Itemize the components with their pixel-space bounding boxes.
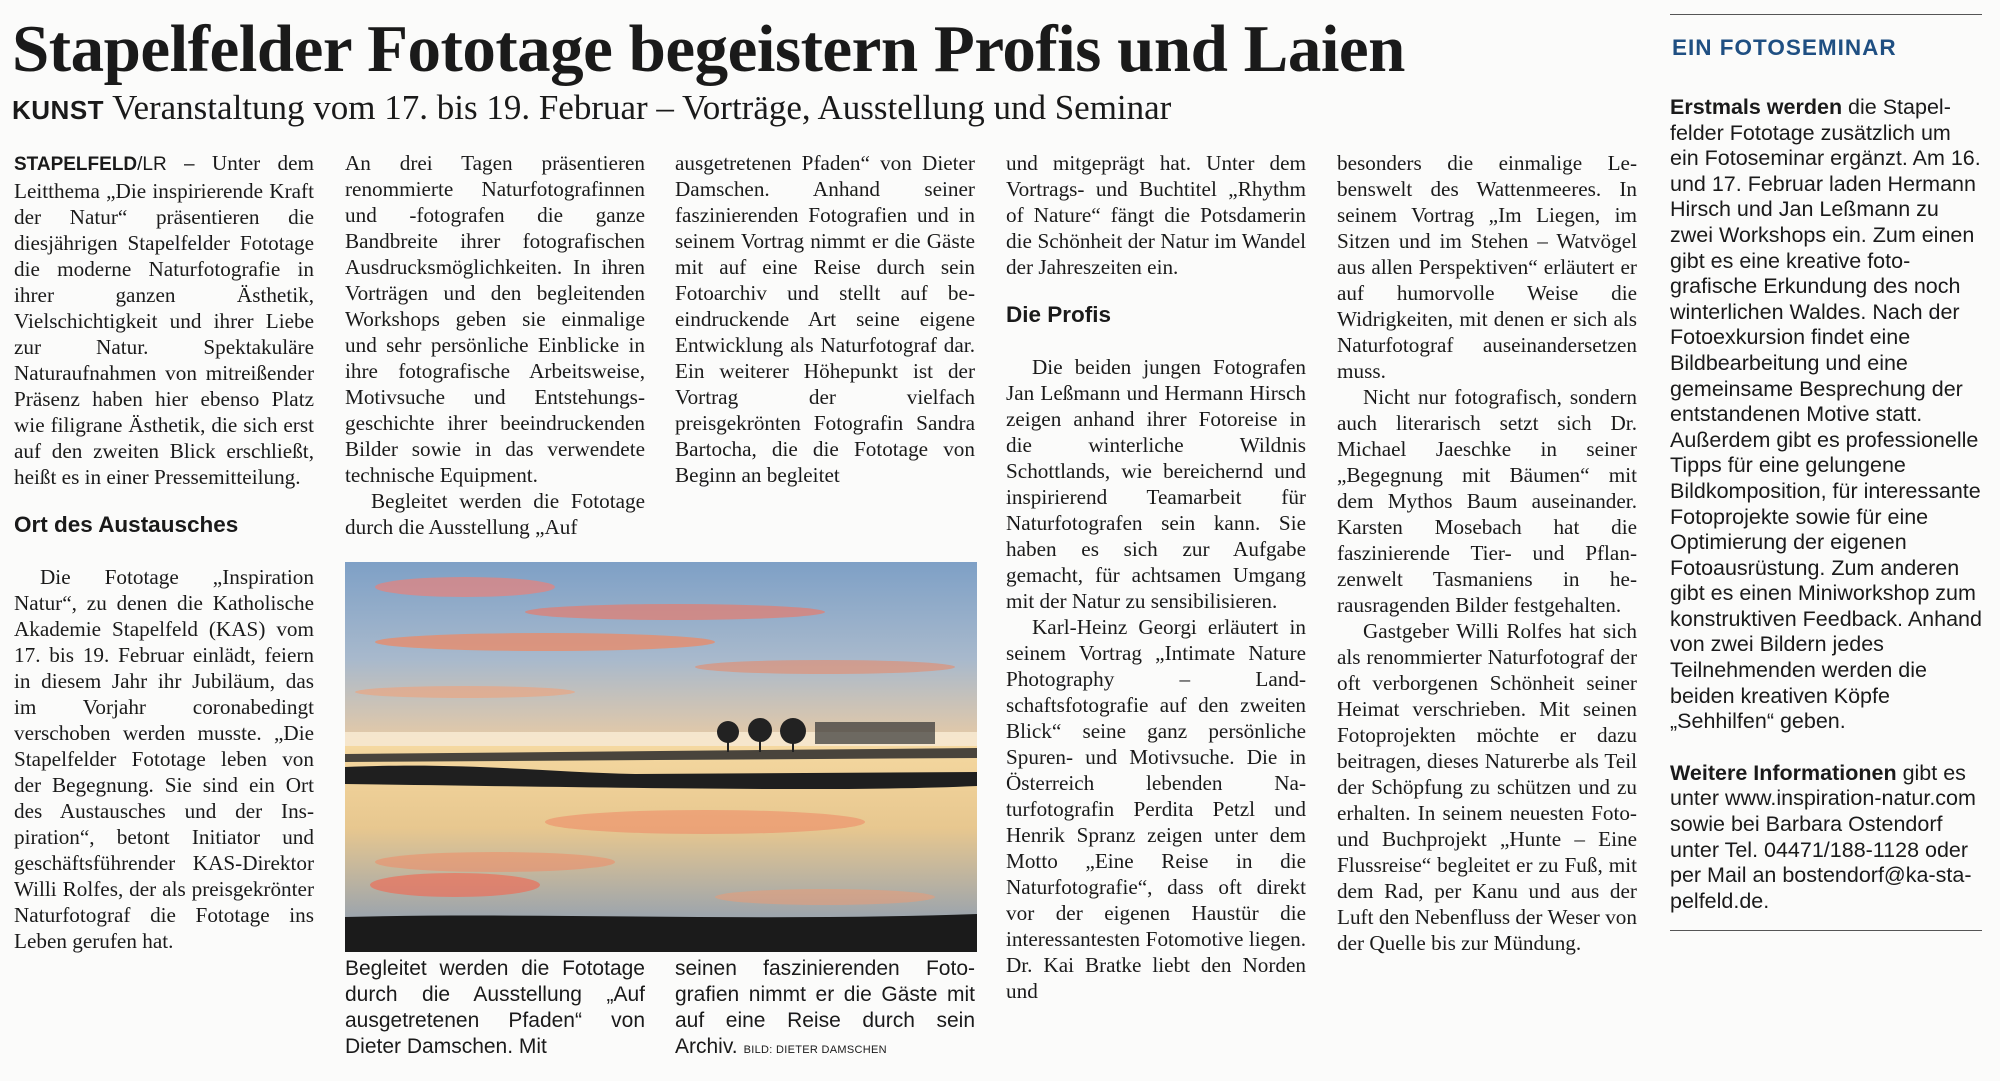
article-column-1 [14, 150, 314, 954]
paragraph: Karl-Heinz Georgi erläutert in seinem Vortrag „Intimate Nature Photography – Landschaftsfotografie auf den zweiten Blick“ seine ganz persönliche Spuren- und Motivsuche. Die in Österreich lebenden Naturfotografin Perdita Petzl und Henrik Spranz zeigen unter dem Motto „Eine Reise in die Naturfotografie“, dass oft direkt vor der eigenen Haustür die interessantesten Fotomotive liegen. Dr. Kai Bratke liebt den Norden und [1006, 615, 1306, 1003]
caption-text-body: seinen faszinierenden Fotografien nimmt er die Gäste mit auf eine Reise durch sein Archiv. [675, 957, 975, 1058]
headline: Stapelfelder Fototage begeistern Profis und Laien [12, 12, 1405, 86]
caption-text: Begleitet werden die Fototage durch die Ausstellung „Auf ausgetretenen Pfaden“ von Dieter Damschen. Mit [345, 957, 645, 1058]
subheading-ort-des-austausches: Ort des Austausches [14, 512, 239, 537]
paragraph: besonders die einmalige Lebenswelt des Wattenmeeres. In seinem Vortrag „Im Liegen, im Sitzen und im Stehen – Watvögel aus allen Perspektiven“ erläutert er auf humorvolle Weise die Widrigkeiten, mit denen er sich als Naturfotograf auseinandersetzen muss. [1337, 151, 1637, 383]
sidebar-paragraph [1670, 761, 1982, 915]
paragraph-text: Unter dem Leitthema „Die inspirierende Kraft der Natur“ präsentieren die diesjährigen Stapelfelder Fototage die moderne Naturfotografie in ihrer ganzen Ästhetik, Vielschichtigkeit und ihrer Liebe zur Natur. Spektakuläre Naturaufnahmen von mitreißender Präsenz haben hier ebenso Platz wie filigrane Ästhetik, die sich erst auf den zweiten Blick erschließt, heißt es in einer Pressemitteilung. [14, 151, 314, 489]
paragraph: An drei Tagen präsentieren renommierte Naturfotografinnen und -fotografen die ganze Bandbreite ihrer fotografischen Ausdrucksmöglichkeiten. In ihren Vorträgen und den begleitenden Workshops geben sie einmalige und sehr persönliche Einblicke in ihre fotografische Arbeitsweise, Motivsuche und Entstehungsgeschichte ihrer beeindruckenden Bilder sowie in das verwendete technische Equipment. [345, 151, 645, 487]
photo-caption-part-1 [345, 956, 645, 1060]
subheadline [12, 88, 1652, 128]
sidebar-lead: Erstmals werden [1670, 95, 1843, 119]
sidebar-title: EIN FOTOSEMINAR [1672, 35, 1897, 60]
sidebar-lead: Weitere Informationen [1670, 760, 1897, 785]
paragraph: und mitgeprägt hat. Unter dem Vortrags- und Buchtitel „Rhythm of Nature“ fängt die Potsdamerin die Schönheit der Natur im Wandel der Jahreszeiten ein. [1006, 151, 1306, 279]
sidebar-bottom-rule [1670, 930, 1982, 931]
sidebar-body [1670, 95, 1982, 914]
paragraph: Nicht nur fotografisch, sondern auch literarisch setzt sich Dr. Michael Jaeschke in seiner „Begegnung mit Bäumen“ mit dem Mythos Baum auseinander. Karsten Mosebach hat die faszinierende Tier- und Pflanzenwelt Tasmaniens in herausragenden Bilder festgehalten. [1337, 385, 1637, 617]
paragraph: Begleitet werden die Fototage durch die Ausstellung „Auf [345, 489, 645, 539]
sidebar-paragraph [1670, 95, 1982, 735]
topic-kicker: KUNST [12, 95, 105, 125]
paragraph: Die beiden jungen Fotografen Jan Leßmann und Hermann Hirsch zeigen anhand ihrer Fotoreise in die winterliche Wildnis Schottlands, wie bereichernd und inspirierend Teamarbeit für Naturfotografen sein kann. Sie haben es sich zur Aufgabe gemacht, für achtsamen Umgang mit der Natur zu sensibilisieren. [1006, 355, 1306, 613]
caption-text [675, 956, 975, 1063]
paragraph [14, 150, 314, 490]
landscape-photo [345, 562, 977, 952]
paragraph-continued: ausgetretenen Pfaden“ von Dieter Damschen. Anhand seiner faszinierenden Fotografien und in seinem Vortrag nimmt er die Gäste mit auf eine Reise durch sein Fotoarchiv und stellt auf beeindruckende Art seine eigene Entwicklung als Naturfotograf dar. Ein weiterer Höhepunkt ist der Vortrag der vielfach preisgekrönten Fotografin Sandra Bartocha, die die Fototage von Beginn an begleitet [675, 151, 975, 487]
dateline: STAPELFELD [14, 154, 138, 175]
article-column-4 [1006, 150, 1306, 1004]
subheading-die-profis: Die Profis [1006, 302, 1112, 327]
article-column-5 [1337, 150, 1637, 956]
sidebar-box [1670, 14, 1982, 931]
sidebar-text: gibt es unter www.inspiration-natur.com sowie bei Barbara Ostendorf unter Tel. 04471/188-1128 oder per Mail an bostendorf@ka-stapelfeld.de. [1670, 760, 1976, 913]
photo-caption-part-2 [675, 956, 975, 1063]
article-column-3 [675, 150, 975, 488]
paragraph: Die Fototage „Inspiration Natur“, zu denen die Katholische Akademie Stapelfeld (KAS) vom 17. bis 19. Februar einlädt, feiern in diesem Jahr ihr Jubiläum, das im Vorjahr coronabedingt verschoben werden musste. „Die Stapelfelder Fototage leben von der Begegnung. Sie sind ein Ort des Austausches und der Inspiration“, betont Initiator und geschäftsführender KAS-Direktor Willi Rolfes, der als preisgekrönter Naturfotograf die Fototage ins Leben gerufen hat. [14, 565, 314, 953]
dateline-source: /LR – [137, 154, 212, 175]
deck-text: Veranstaltung vom 17. bis 19. Februar – Vorträge, Ausstellung und Seminar [112, 88, 1172, 127]
article-column-2 [345, 150, 645, 540]
sidebar-text: die Stapelfelder Fototage zusätzlich um ein Fotoseminar ergänzt. Am 16. und 17. Februar laden Hermann Hirsch und Jan Leßmann zu zwei Workshops ein. Zum einen gibt es eine kreative fotografische Erkundung des noch winterlichen Waldes. Nach der Fotoexkursion findet eine Bildbearbeitung und eine gemeinsame Besprechung der entstandenen Motive statt. Außerdem gibt es professionelle Tipps für eine gelungene Bildkomposition, für interessante Fotoprojekte sowie für eine Optimierung der eigenen Fotoausrüstung. Zum anderen gibt es einen Miniworkshop zum konstruktiven Feedback. Anhand von zwei Bildern jedes Teilnehmenden werden die beiden kreativen Köpfe „Sehhilfen“ geben. [1670, 95, 1982, 734]
paragraph: Gastgeber Willi Rolfes hat sich als renommierter Naturfotograf der oft verborgenen Schönheit seiner Heimat verschrieben. Mit seinen Fotoprojekten möchte er dazu beitragen, dieses Naturerbe als Teil der Schöpfung zu schützen und zu erhalten. In seinem neuesten Foto- und Buchprojekt „Hunte – Eine Flussreise“ begleitet er zu Fuß, mit dem Rad, per Kanu und aus der Luft den Nebenfluss der Weser von der Quelle bis zur Mündung. [1337, 619, 1637, 955]
sidebar-top-rule [1670, 14, 1982, 15]
photo-credit: BILD: DIETER DAMSCHEN [743, 1044, 887, 1056]
